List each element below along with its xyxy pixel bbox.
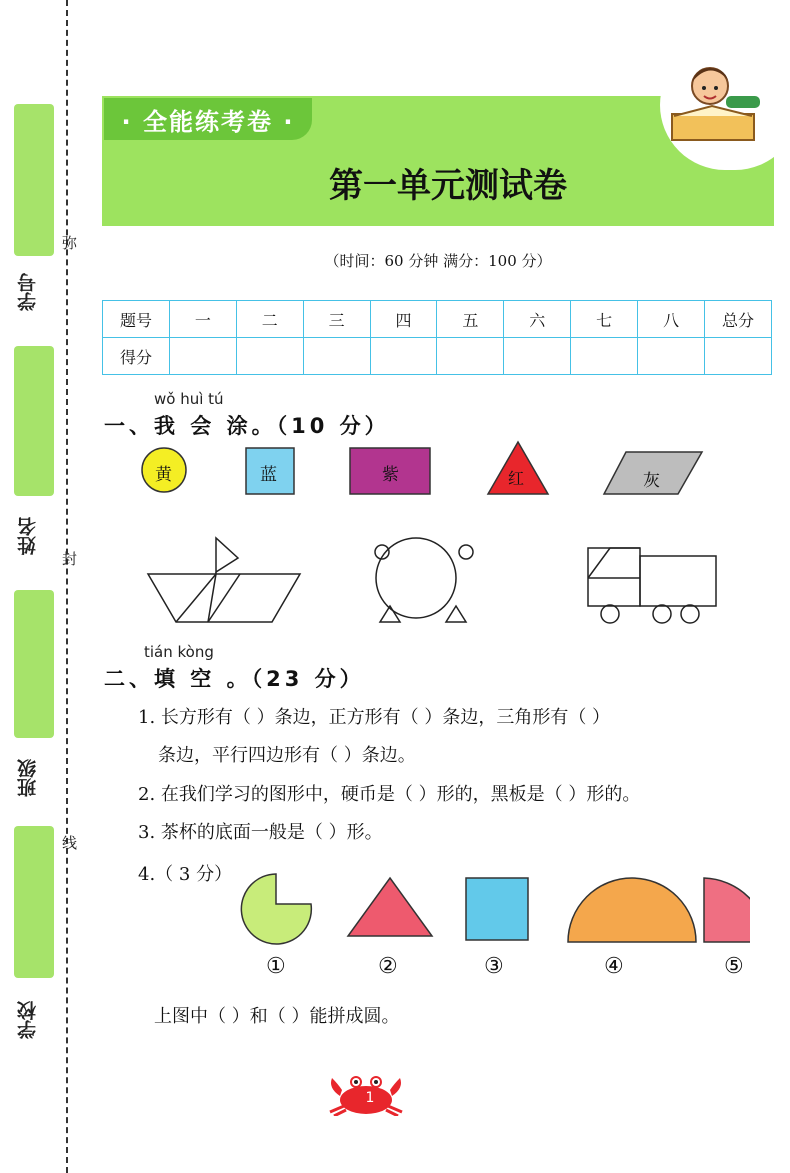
table-cell: 五 (437, 301, 504, 338)
quarter-circle (704, 878, 750, 942)
semicircle (568, 878, 696, 942)
score-input-cell[interactable] (437, 338, 504, 375)
score-input-cell[interactable] (303, 338, 370, 375)
face-figure (375, 538, 473, 622)
truck-figure (588, 548, 716, 623)
coloring-figures (140, 530, 740, 630)
school-box (14, 826, 54, 978)
name-label: 姓名 (17, 517, 39, 555)
score-input-cell[interactable] (571, 338, 638, 375)
color-shapes (130, 440, 730, 500)
blue-square (466, 878, 528, 940)
pink-triangle (348, 878, 432, 936)
color-label-yellow: 黄 (155, 465, 172, 485)
shape-number-2: ② (378, 954, 398, 979)
question-1-line1: 1. 长方形有（ ）条边，正方形有（ ）条边，三角形有（ ） (138, 707, 611, 728)
student-number-label: 学号 (17, 273, 39, 311)
q4-shapes (230, 868, 750, 948)
section2-title: 二、填 空 。（23 分） (104, 667, 365, 691)
class-label: 班级 (17, 759, 39, 797)
score-input-cell[interactable] (638, 338, 705, 375)
table-row (103, 338, 772, 375)
page-title: 第一单元测试卷 (329, 166, 567, 206)
score-input-cell[interactable] (169, 338, 236, 375)
table-cell: 题号 (103, 301, 170, 338)
section2-pinyin: tián kòng (144, 643, 214, 661)
score-table (102, 300, 772, 375)
shape-number-5: ⑤ (724, 954, 744, 979)
name-box (14, 346, 54, 496)
question-4-answer: 上图中（ ）和（ ）能拼成圆。 (154, 1006, 400, 1027)
table-cell: 七 (571, 301, 638, 338)
exam-info: （时间：60 分钟 满分：100 分） (324, 252, 552, 270)
class-box (14, 590, 54, 738)
question-3: 3. 茶杯的底面一般是（ ）形。 (138, 822, 383, 843)
seal-char-feng: 封 (62, 550, 78, 568)
score-input-cell[interactable] (705, 338, 772, 375)
color-label-gray: 灰 (643, 471, 660, 491)
student-number-box (14, 104, 54, 256)
color-label-blue: 蓝 (260, 465, 277, 485)
table-cell: 总分 (705, 301, 772, 338)
page-number: 1 (365, 1090, 375, 1106)
shape-number-4: ④ (604, 954, 624, 979)
question-2: 2. 在我们学习的图形中，硬币是（ ）形的，黑板是（ ）形的。 (138, 784, 641, 805)
reading-boy-icon (664, 56, 764, 146)
school-label: 学校 (17, 1001, 39, 1039)
table-cell: 二 (236, 301, 303, 338)
shape-number-1: ① (266, 954, 286, 979)
boat-figure (148, 538, 300, 622)
section1-title: 一、我 会 涂。（10 分） (104, 414, 390, 438)
table-cell: 三 (303, 301, 370, 338)
color-label-red: 红 (508, 469, 525, 488)
table-cell: 八 (638, 301, 705, 338)
seal-cut-line (66, 0, 68, 1173)
three-quarter-circle (241, 874, 311, 944)
score-input-cell[interactable] (236, 338, 303, 375)
table-cell: 一 (169, 301, 236, 338)
question-4: 4.（ 3 分） (138, 864, 233, 885)
section1-pinyin: wǒ huì tú (154, 390, 224, 408)
score-input-cell[interactable] (504, 338, 571, 375)
series-tag-text: · 全能练考卷 · (121, 108, 295, 136)
question-1-line2: 条边，平行四边形有（ ）条边。 (158, 745, 416, 766)
table-cell: 得分 (103, 338, 170, 375)
table-cell: 四 (370, 301, 437, 338)
seal-char-xian: 线 (62, 834, 78, 852)
table-row (103, 301, 772, 338)
seal-char-mi: 弥 (62, 234, 78, 252)
score-input-cell[interactable] (370, 338, 437, 375)
shape-number-3: ③ (484, 954, 504, 979)
color-label-purple: 紫 (382, 465, 399, 485)
table-cell: 六 (504, 301, 571, 338)
